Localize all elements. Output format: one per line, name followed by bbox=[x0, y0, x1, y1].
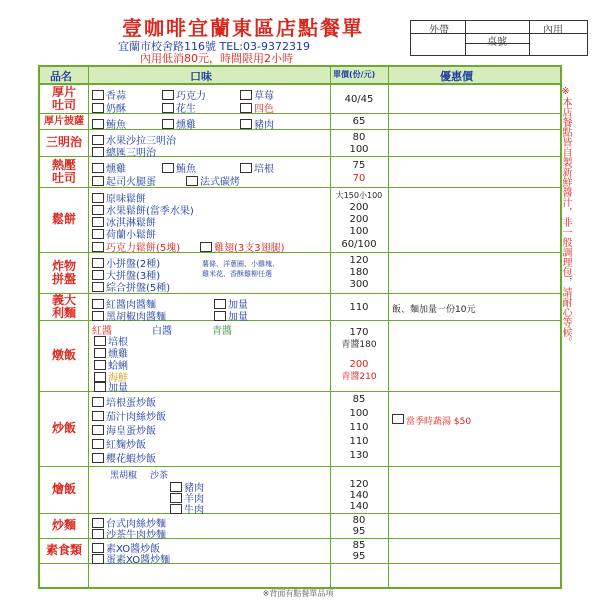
list-item[interactable]: 燻雞 bbox=[92, 160, 126, 175]
price: 65 bbox=[352, 116, 366, 127]
side-note: ※本店餐點皆自製新鮮醬汁，非一般調理包，請耐心等候。 bbox=[560, 86, 571, 347]
price: 200 bbox=[349, 214, 369, 225]
list-item[interactable]: 總匯三明治 bbox=[92, 144, 156, 159]
list-item[interactable]: 羊肉 bbox=[170, 490, 204, 505]
list-item[interactable]: 巧克力鬆餅(5塊) bbox=[92, 239, 180, 254]
price: 100 bbox=[349, 408, 369, 419]
sauce-green: 青醬 bbox=[212, 326, 232, 337]
price: 110 bbox=[349, 302, 369, 313]
menu-sheet bbox=[8, 6, 592, 598]
list-item[interactable]: 鮪魚 bbox=[92, 116, 126, 131]
table-label: 桌號 bbox=[487, 37, 507, 48]
row-fried-platter bbox=[40, 253, 560, 294]
price: 110 bbox=[349, 422, 369, 433]
sauce-white: 白醬 bbox=[152, 326, 172, 337]
list-item[interactable]: 鮪魚 bbox=[162, 160, 196, 175]
dining-note: 內用低消80元，時間限用2小時 bbox=[140, 52, 293, 65]
dinein-label: 內用 bbox=[543, 25, 563, 36]
list-item[interactable]: 綜合拼盤(5種) bbox=[92, 279, 170, 294]
category-label: 燴飯 bbox=[51, 482, 76, 497]
menu-title: 壹咖啡宜蘭東區店點餐單 bbox=[122, 16, 364, 40]
flavor-label: 黑胡椒 bbox=[110, 471, 138, 481]
list-item[interactable]: 黑胡椒肉醬麵 bbox=[92, 308, 166, 323]
list-item[interactable]: 海皇蛋炒飯 bbox=[92, 422, 156, 437]
price: 60/100 bbox=[341, 239, 377, 250]
price: 140 bbox=[349, 490, 369, 501]
price: 100 bbox=[349, 226, 369, 237]
row-risotto bbox=[40, 321, 560, 392]
price: 80 bbox=[352, 132, 366, 143]
list-item[interactable]: 燻雞 bbox=[94, 345, 128, 360]
row-thick-toast bbox=[40, 85, 560, 114]
category-label: 鬆餅 bbox=[51, 212, 76, 227]
row-pasta bbox=[40, 294, 560, 321]
soup-promo[interactable]: 當季時蔬湯 $50 bbox=[392, 414, 471, 427]
row-fried-rice bbox=[40, 392, 560, 467]
price: 青醬180 bbox=[341, 340, 377, 350]
category-label: 熱壓 吐司 bbox=[51, 157, 76, 185]
list-item[interactable]: 四色 bbox=[240, 100, 274, 115]
table-header bbox=[40, 67, 560, 85]
sauce-red: 紅醬 bbox=[92, 326, 112, 337]
price: 110 bbox=[349, 436, 369, 447]
list-item[interactable]: 紅麴炒飯 bbox=[92, 436, 146, 451]
list-item[interactable]: 水果沙拉三明治 bbox=[92, 132, 176, 147]
store-address: 宜蘭市校舍路116號 TEL:03-9372319 bbox=[118, 40, 310, 53]
list-item[interactable]: 奶酥 bbox=[92, 100, 126, 115]
list-item[interactable]: 豬肉 bbox=[240, 116, 274, 131]
price: 180 bbox=[349, 267, 369, 278]
list-item[interactable]: 花生 bbox=[162, 100, 196, 115]
list-item[interactable]: 香蒜 bbox=[92, 87, 126, 102]
list-item[interactable]: 培根 bbox=[240, 160, 274, 175]
price: 100 bbox=[349, 144, 369, 155]
list-item[interactable]: 蛤蜊 bbox=[94, 357, 128, 372]
category-label: 素食類 bbox=[45, 543, 82, 558]
list-item[interactable]: 大拼盤(3種) bbox=[92, 267, 160, 282]
row-thick-pizza bbox=[40, 114, 560, 130]
list-item[interactable]: 素XO醬炒飯 bbox=[92, 540, 160, 555]
list-item[interactable]: 雞翅(3支3翅腿) bbox=[200, 239, 285, 254]
price: 200 bbox=[349, 202, 369, 213]
list-item[interactable]: 台式肉絲炒麵 bbox=[92, 515, 166, 530]
list-item[interactable]: 起司火腿蛋 bbox=[92, 173, 156, 188]
category-label: 厚片 吐司 bbox=[51, 84, 76, 112]
order-type-box bbox=[410, 20, 588, 56]
takeout-label: 外帶 bbox=[429, 25, 449, 36]
category-label: 三明治 bbox=[45, 135, 82, 150]
list-item[interactable]: 櫻花蝦炒飯 bbox=[92, 450, 156, 465]
list-item[interactable]: 豬肉 bbox=[170, 479, 204, 494]
price: 130 bbox=[349, 450, 369, 461]
price: 140 bbox=[349, 501, 369, 512]
list-item[interactable]: 加量 bbox=[94, 379, 128, 394]
category-label: 厚片披薩 bbox=[44, 116, 84, 127]
list-item[interactable]: 燻雞 bbox=[162, 116, 196, 131]
price: 95 bbox=[352, 551, 366, 562]
list-item[interactable]: 茄汁肉絲炒飯 bbox=[92, 408, 166, 423]
platter-options: 薯條、洋蔥圈、小雞塊、雞米花、香酥雞柳任選 bbox=[202, 260, 279, 278]
promo-text: 飯、麵加量一份10元 bbox=[392, 305, 476, 315]
list-item[interactable]: 水果鬆餅(當季水果) bbox=[92, 202, 194, 217]
list-item[interactable]: 加量 bbox=[214, 296, 248, 311]
price: 青醬210 bbox=[341, 372, 377, 382]
category-label: 燉飯 bbox=[51, 348, 76, 363]
footer-note: ※背面有點餐單品項 bbox=[262, 589, 334, 598]
price: 85 bbox=[352, 540, 366, 551]
price: 75 bbox=[352, 160, 366, 171]
category-label: 炒飯 bbox=[51, 421, 76, 436]
price: 120 bbox=[349, 255, 369, 266]
price: 300 bbox=[349, 279, 369, 290]
category-label: 炒麵 bbox=[51, 518, 76, 533]
list-item[interactable]: 加量 bbox=[214, 308, 248, 323]
list-item[interactable]: 冰淇淋鬆餅 bbox=[92, 214, 156, 229]
list-item[interactable]: 培根 bbox=[94, 333, 128, 348]
price: 120 bbox=[349, 479, 369, 490]
list-item[interactable]: 巧克力 bbox=[162, 87, 206, 102]
price: 85 bbox=[352, 394, 366, 405]
list-item[interactable]: 沙茶牛肉炒麵 bbox=[92, 526, 166, 541]
price: 170 bbox=[349, 327, 369, 338]
row-pressed-toast bbox=[40, 157, 560, 188]
list-item[interactable]: 培根蛋炒飯 bbox=[92, 394, 156, 409]
col-price: 單價(份/元) bbox=[333, 70, 376, 79]
list-item[interactable]: 法式碳烤 bbox=[186, 173, 240, 188]
price: 95 bbox=[352, 526, 366, 537]
price: 70 bbox=[352, 173, 366, 184]
price: 80 bbox=[352, 515, 366, 526]
flavor-label: 沙茶 bbox=[150, 471, 169, 481]
row-vegetarian bbox=[40, 539, 560, 564]
menu-table bbox=[38, 65, 562, 589]
col-category: 品名 bbox=[50, 70, 72, 83]
row-sandwich bbox=[40, 130, 560, 157]
col-promo: 優惠價 bbox=[440, 70, 473, 83]
price: 40/45 bbox=[344, 94, 374, 105]
list-item[interactable]: 原味鬆餅 bbox=[92, 190, 146, 205]
list-item[interactable]: 紅醬肉醬麵 bbox=[92, 296, 156, 311]
list-item[interactable]: 海鮮 bbox=[94, 369, 128, 384]
col-flavor: 口味 bbox=[190, 70, 212, 83]
row-rice-gravy bbox=[40, 467, 560, 514]
list-item[interactable]: 草莓 bbox=[240, 87, 274, 102]
list-item[interactable]: 小拼盤(2種) bbox=[92, 255, 160, 270]
row-waffle bbox=[40, 188, 560, 253]
price: 大150小100 bbox=[335, 191, 383, 200]
list-item[interactable]: 荷蘭小鬆餅 bbox=[92, 226, 156, 241]
price: 200 bbox=[349, 359, 369, 370]
row-fried-noodles bbox=[40, 514, 560, 539]
list-item[interactable]: 蛋素XO醬炒麵 bbox=[92, 551, 170, 566]
list-item[interactable]: 牛肉 bbox=[170, 501, 204, 516]
category-label: 炸物 拼盤 bbox=[51, 258, 76, 286]
category-label: 義大 利麵 bbox=[51, 292, 76, 320]
